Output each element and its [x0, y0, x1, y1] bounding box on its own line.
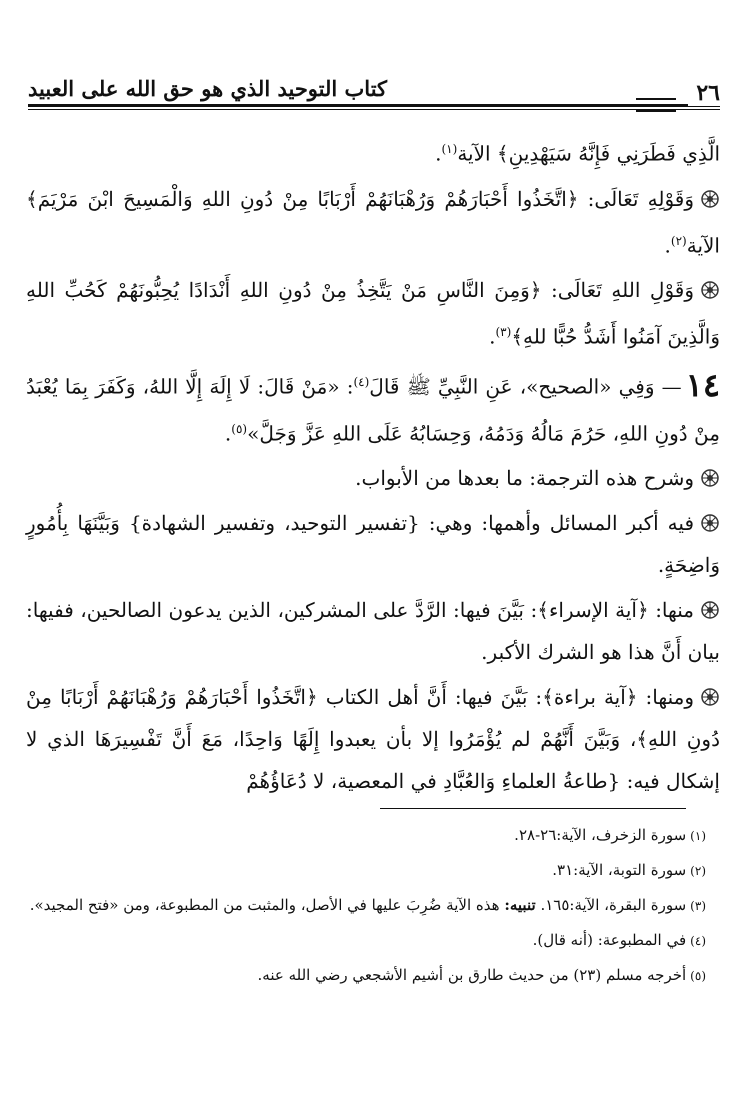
header-rule	[28, 104, 720, 107]
paragraph-8: ومنها: ﴿آية براءة﴾: بَيَّنَ فيها: أَنَّ أهل الكتاب ﴿اتَّخَذُوا أَحْبَارَهُمْ وَرُهْبَانَهُمْ أَرْبَابًا مِنْ دُونِ اللهِ﴾، وَبَيَّنَ أَنَّهُمْ لم يُؤْمَرُوا إلا بأن يعبدوا إِلَهًا وَاحِدًا، مَعَ أَنَّ تَفْسِيرَهَا الذي لا إشكال فيه: {طاعةُ العلماءِ وَالعُبَّادِ في المعصية، لا دُعَاؤُهُمْ	[26, 685, 720, 794]
footnotes	[26, 822, 706, 997]
flower-ornament-icon	[700, 468, 720, 488]
footnote-ref-5: (٥)	[231, 421, 248, 436]
footnote-1: (١)سورة الزخرف، الآية:٢٦-٢٨.	[514, 826, 706, 844]
paragraph-4: ١٤— وَفِي «الصحيح»، عَنِ النَّبِيِّ ﷺ قَالَ$^{(٤)}$: «مَنْ قَالَ: لَا إِلَهَ إِلَّا اللهُ، وَكَفَرَ بِمَا يُعْبَدُ مِنْ دُونِ اللهِ، حَرُمَ مَالُهُ وَدَمُهُ، وَحِسَابُهُ عَلَى اللهِ عَزَّ وَجَلَّ»$^{(٥)}$.	[26, 365, 720, 446]
book-title: كتاب التوحيد الذي هو حق الله على العبيد	[28, 76, 388, 101]
footnote-2: (٢)سورة التوبة، الآية:٣١.	[552, 861, 706, 879]
paragraph-7: منها: ﴿آية الإسراء﴾: بَيَّنَ فيها: الرَّدَّ على المشركين، الذين يدعون الصالحين، ففيها: بيان أَنَّ هذا هو الشرك الأكبر.	[26, 598, 720, 665]
page-number-ornament	[636, 98, 676, 112]
paragraph-2: وَقَوْلِهِ تَعَالَى: ﴿اتَّخَذُوا أَحْبَارَهُمْ وَرُهْبَانَهُمْ أَرْبَابًا مِنْ دُونِ اللهِ وَالْمَسِيحَ ابْنَ مَرْيَمَ﴾ الآية$^{(٢)}$.	[26, 186, 720, 258]
paragraph-1: الَّذِي فَطَرَنِي فَإِنَّهُ سَيَهْدِينِ﴾ الآية$^{(١)}$.	[435, 141, 720, 166]
note-label: تنبيه:	[504, 896, 536, 914]
footnote-5: (٥)أخرجه مسلم (٢٣) من حديث طارق بن أشيم الأشجعي رضي الله عنه.	[257, 966, 706, 984]
main-text	[26, 128, 720, 805]
flower-ornament-icon	[700, 513, 720, 533]
footnote-4: (٤)في المطبوعة: (أنه قال).	[532, 931, 706, 949]
paragraph-6: فيه أكبر المسائل وأهمها: وهي: {تفسير التوحيد، وتفسير الشهادة} وَبَيَّنَهَا بِأُمُورٍ وَاضِحَةٍ.	[26, 511, 720, 578]
flower-ornament-icon	[700, 189, 720, 209]
page-number: ٢٦	[688, 80, 720, 106]
flower-ornament-icon	[700, 600, 720, 620]
footnote-ref-1: (١)	[441, 142, 458, 156]
paragraph-3: وَقَوْلِ اللهِ تَعَالَى: ﴿وَمِنَ النَّاسِ مَنْ يَتَّخِذُ مِنْ دُونِ اللهِ أَنْدَادًا يُحِبُّونَهُمْ كَحُبِّ اللهِ وَالَّذِينَ آمَنُوا أَشَدُّ حُبًّا للهِ﴾$^{(٣)}$.	[26, 278, 720, 349]
footnote-3: (٣)سورة البقرة، الآية:١٦٥. تنبيه: هذه الآية ضُرِبَ عليها في الأصل، والمثبت من المطبوعة، ومن «فتح المجيد».	[29, 896, 706, 914]
footnote-ref-4: (٤)	[353, 374, 370, 389]
footnote-ref-3: (٣)	[495, 325, 512, 340]
section-number: ١٤	[685, 365, 720, 404]
header-rule-thin	[28, 109, 720, 110]
paragraph-5: وشرح هذه الترجمة: ما بعدها من الأبواب.	[26, 457, 720, 499]
footnote-divider	[380, 808, 686, 809]
footnote-ref-2: (٢)	[670, 233, 687, 248]
page-header	[28, 74, 720, 114]
flower-ornament-icon	[700, 280, 720, 300]
flower-ornament-icon	[700, 687, 720, 707]
